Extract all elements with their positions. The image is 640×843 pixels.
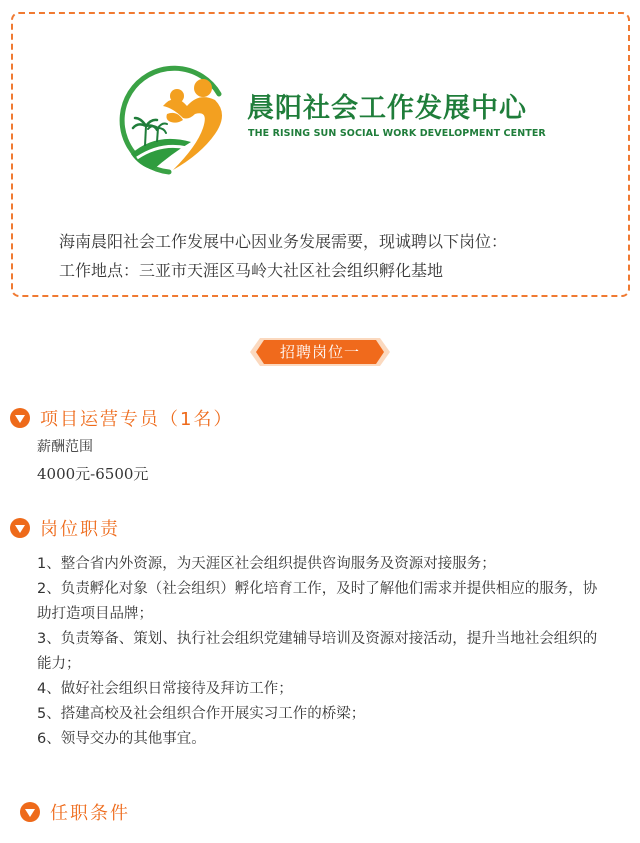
list-item: 2、负责孵化对象（社会组织）孵化培育工作，及时了解他们需求并提供相应的服务，协助打造项目品牌；: [37, 581, 598, 622]
org-name-cn: 晨阳社会工作发展中心: [247, 93, 527, 124]
org-logo: [111, 62, 561, 182]
salary-value: 4000元-6500元: [37, 465, 149, 483]
badge-label: 招聘岗位一: [279, 343, 360, 361]
duties-list: [37, 552, 607, 752]
intro-card: [11, 12, 630, 297]
orange-circle-down-triangle-icon: [10, 408, 30, 428]
intro-line-2: 工作地点：三亚市天涯区马岭大社区社会组织孵化基地: [59, 261, 444, 280]
list-item: 5、搭建高校及社会组织合作开展实习工作的桥梁；: [37, 706, 366, 722]
list-item: 6、领导交办的其他事宜。: [37, 731, 206, 747]
list-item: 4、做好社会组织日常接待及拜访工作；: [37, 681, 293, 697]
org-name-en: THE RISING SUN SOCIAL WORK DEVELOPMENT CENTER: [248, 128, 546, 139]
list-item: 3、负责筹备、策划、执行社会组织党建辅导培训及资源对接活动，提升当地社会组织的能力；: [37, 631, 598, 672]
duties-title: 岗位职责: [40, 519, 120, 540]
position-heading: [10, 405, 233, 431]
orange-circle-down-triangle-icon: [10, 518, 30, 538]
requirements-title: 任职条件: [50, 803, 130, 824]
list-item: 1、整合省内外资源，为天涯区社会组织提供咨询服务及资源对接服务；: [37, 556, 496, 572]
orange-circle-down-triangle-icon: [20, 802, 40, 822]
intro-line-1: 海南晨阳社会工作发展中心因业务发展需要，现诚聘以下岗位：: [59, 232, 508, 251]
position-badge: [250, 336, 390, 368]
requirements-heading: [20, 799, 130, 825]
position-title: 项目运营专员（1名）: [40, 409, 234, 430]
intro-text: [59, 227, 507, 285]
duties-heading: [10, 515, 120, 541]
salary-label: 薪酬范围: [37, 439, 93, 455]
logo-emblem-icon: [111, 62, 235, 182]
